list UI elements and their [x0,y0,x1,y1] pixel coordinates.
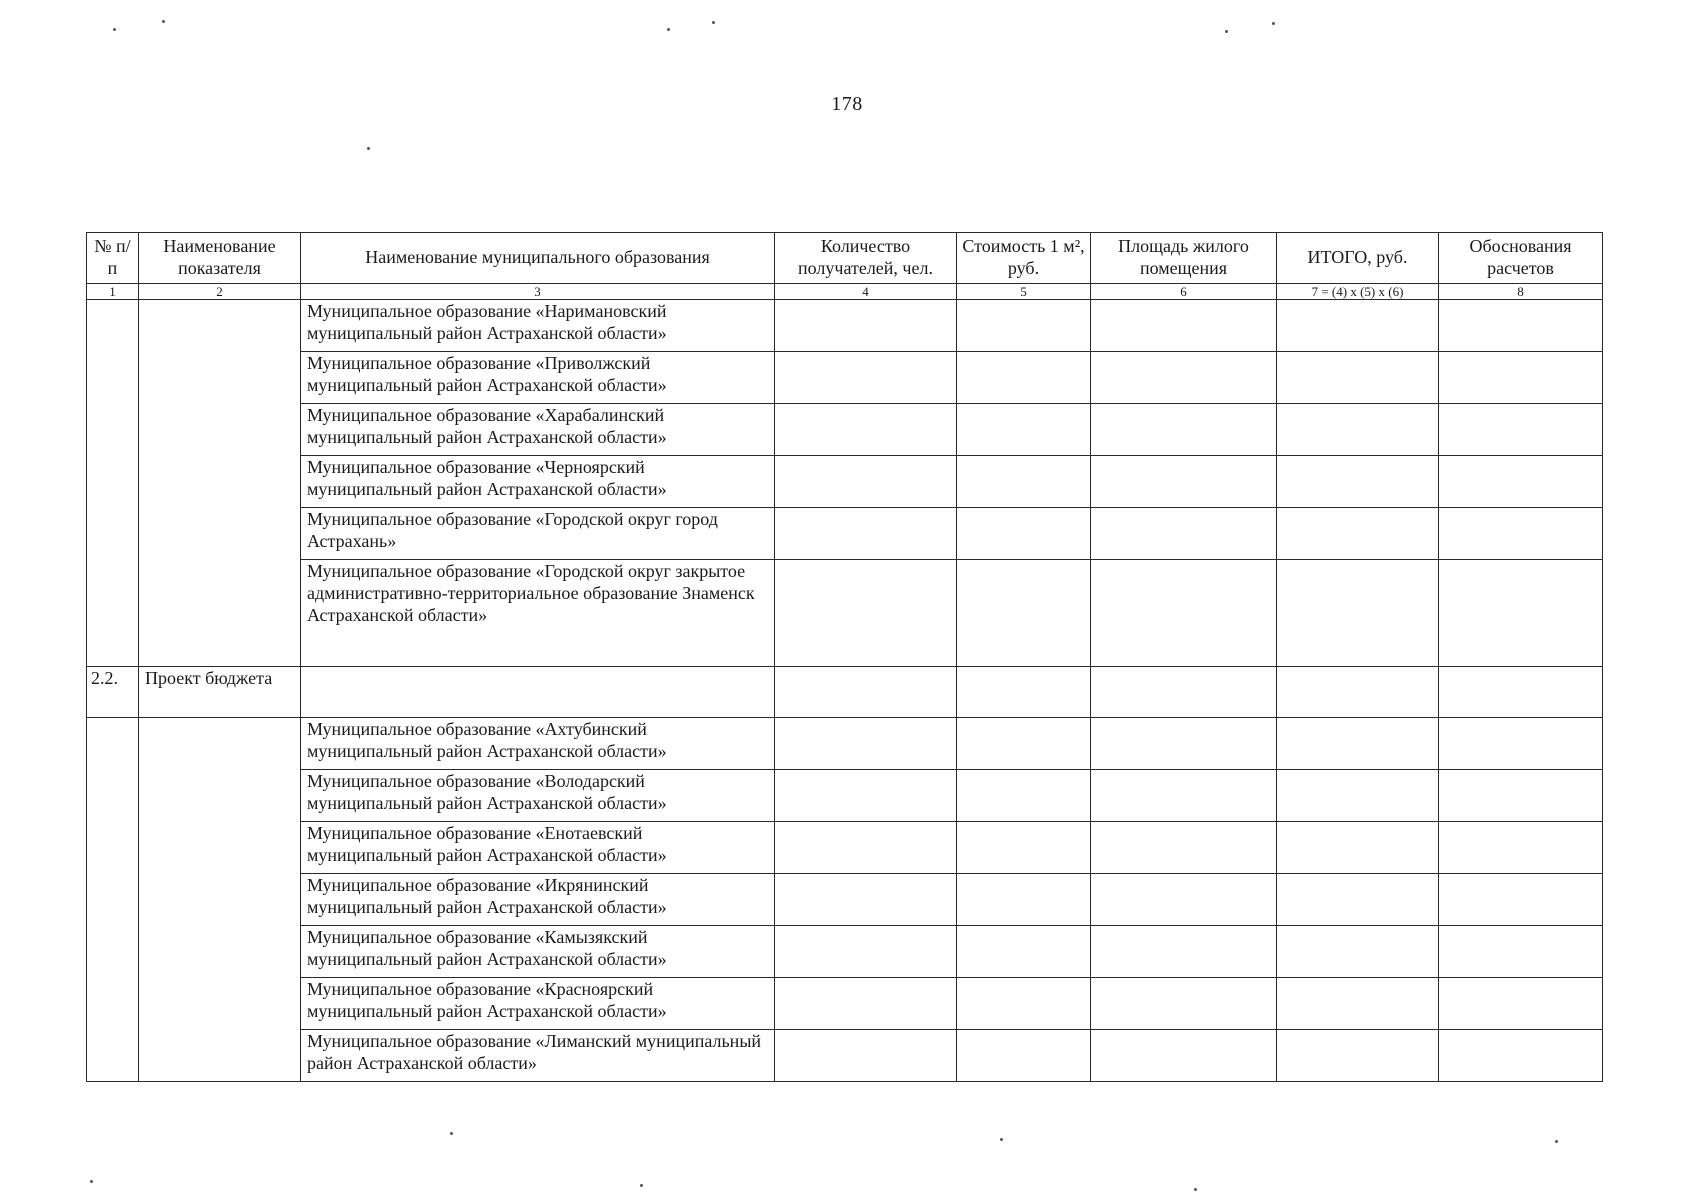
header-cost-per-sqm: Стоимость 1 м², руб. [957,233,1091,284]
municipality-name: Муниципальное образование «Городской округ город Астрахань» [301,508,775,560]
header-municipality-name: Наименование муниципального образования [301,233,775,284]
table-row [87,978,1603,1030]
cost-cell [957,456,1091,508]
area-cell [1091,300,1277,352]
cost-cell [957,822,1091,874]
column-number: 8 [1439,284,1603,300]
justification-cell [1439,978,1603,1030]
area-cell [1091,978,1277,1030]
column-number: 3 [301,284,775,300]
total-cell [1277,1030,1439,1082]
justification-cell [1439,770,1603,822]
recipients-cell [775,978,957,1030]
municipality-name [301,667,775,718]
section-name: Проект бюджета [139,667,301,718]
total-cell [1277,456,1439,508]
justification-cell [1439,1030,1603,1082]
cost-cell [957,926,1091,978]
total-cell [1277,978,1439,1030]
table-row [87,456,1603,508]
indicator-cell [139,718,301,1082]
justification-cell [1439,404,1603,456]
municipality-name: Муниципальное образование «Красноярский муниципальный район Астраханской области» [301,978,775,1030]
cost-cell [957,978,1091,1030]
total-cell [1277,560,1439,667]
justification-cell [1439,560,1603,667]
area-cell [1091,874,1277,926]
area-cell [1091,718,1277,770]
row-number-cell [87,300,139,667]
scan-speck [1272,22,1275,25]
column-number: 2 [139,284,301,300]
scan-speck [367,147,370,150]
area-cell [1091,352,1277,404]
municipality-name: Муниципальное образование «Городской округ закрытое административно-территориальное образование Знаменск Астраханской области» [301,560,775,667]
justification-cell [1439,352,1603,404]
municipality-name: Муниципальное образование «Наримановский муниципальный район Астраханской области» [301,300,775,352]
total-cell [1277,718,1439,770]
scan-speck [162,20,165,23]
recipients-cell [775,874,957,926]
area-cell [1091,667,1277,718]
total-cell [1277,926,1439,978]
header-total: ИТОГО, руб. [1277,233,1439,284]
recipients-cell [775,456,957,508]
header-number: № п/п [87,233,139,284]
municipality-name: Муниципальное образование «Енотаевский муниципальный район Астраханской области» [301,822,775,874]
scan-speck [1194,1188,1197,1191]
recipients-cell [775,1030,957,1082]
scan-speck [1225,30,1228,33]
area-cell [1091,822,1277,874]
table-row [87,770,1603,822]
recipients-cell [775,926,957,978]
header-row [87,233,1603,284]
justification-cell [1439,926,1603,978]
municipality-name: Муниципальное образование «Икрянинский муниципальный район Астраханской области» [301,874,775,926]
column-number: 6 [1091,284,1277,300]
table-row [87,718,1603,770]
justification-cell [1439,667,1603,718]
cost-cell [957,667,1091,718]
indicator-cell [139,300,301,667]
justification-cell [1439,300,1603,352]
cost-cell [957,404,1091,456]
area-cell [1091,404,1277,456]
total-cell [1277,770,1439,822]
area-cell [1091,508,1277,560]
cost-cell [957,508,1091,560]
justification-cell [1439,822,1603,874]
scan-speck [113,28,116,31]
column-number: 7 = (4) x (5) x (6) [1277,284,1439,300]
column-number-row [87,284,1603,300]
table-row [87,508,1603,560]
column-number: 4 [775,284,957,300]
recipients-cell [775,300,957,352]
table-row [87,560,1603,667]
header-living-area: Площадь жилого помещения [1091,233,1277,284]
total-cell [1277,508,1439,560]
cost-cell [957,874,1091,926]
justification-cell [1439,874,1603,926]
total-cell [1277,874,1439,926]
municipality-name: Муниципальное образование «Черноярский муниципальный район Астраханской области» [301,456,775,508]
total-cell [1277,822,1439,874]
row-number-cell [87,718,139,1082]
recipients-cell [775,352,957,404]
table-row [87,352,1603,404]
scan-speck [712,21,715,24]
municipality-name: Муниципальное образование «Лиманский муниципальный район Астраханской области» [301,1030,775,1082]
recipients-cell [775,718,957,770]
scan-speck [1555,1140,1558,1143]
table-row [87,822,1603,874]
recipients-cell [775,404,957,456]
cost-cell [957,1030,1091,1082]
justification-cell [1439,718,1603,770]
recipients-cell [775,560,957,667]
table-row [87,404,1603,456]
municipality-name: Муниципальное образование «Приволжский муниципальный район Астраханской области» [301,352,775,404]
column-number: 5 [957,284,1091,300]
total-cell [1277,404,1439,456]
scan-speck [640,1184,643,1187]
budget-table [86,232,1603,1082]
total-cell [1277,352,1439,404]
scan-speck [450,1132,453,1135]
recipients-cell [775,822,957,874]
total-cell [1277,667,1439,718]
municipality-name: Муниципальное образование «Камызякский муниципальный район Астраханской области» [301,926,775,978]
scan-speck [90,1180,93,1183]
recipients-cell [775,667,957,718]
header-indicator-name: Наименование показателя [139,233,301,284]
table-row [87,874,1603,926]
header-recipients-count: Количество получателей, чел. [775,233,957,284]
cost-cell [957,560,1091,667]
justification-cell [1439,508,1603,560]
total-cell [1277,300,1439,352]
scan-speck [1000,1138,1003,1141]
municipality-name: Муниципальное образование «Ахтубинский муниципальный район Астраханской области» [301,718,775,770]
scan-speck [667,28,670,31]
table-row [87,300,1603,352]
cost-cell [957,352,1091,404]
justification-cell [1439,456,1603,508]
header-justification: Обоснования расчетов [1439,233,1603,284]
cost-cell [957,770,1091,822]
section-number: 2.2. [87,667,139,718]
table-row [87,1030,1603,1082]
municipality-name: Муниципальное образование «Володарский муниципальный район Астраханской области» [301,770,775,822]
area-cell [1091,456,1277,508]
table-row [87,926,1603,978]
area-cell [1091,926,1277,978]
column-number: 1 [87,284,139,300]
recipients-cell [775,508,957,560]
cost-cell [957,718,1091,770]
page-number: 178 [831,93,863,115]
area-cell [1091,770,1277,822]
cost-cell [957,300,1091,352]
section-row [87,667,1603,718]
area-cell [1091,560,1277,667]
recipients-cell [775,770,957,822]
municipality-name: Муниципальное образование «Харабалинский муниципальный район Астраханской области» [301,404,775,456]
area-cell [1091,1030,1277,1082]
